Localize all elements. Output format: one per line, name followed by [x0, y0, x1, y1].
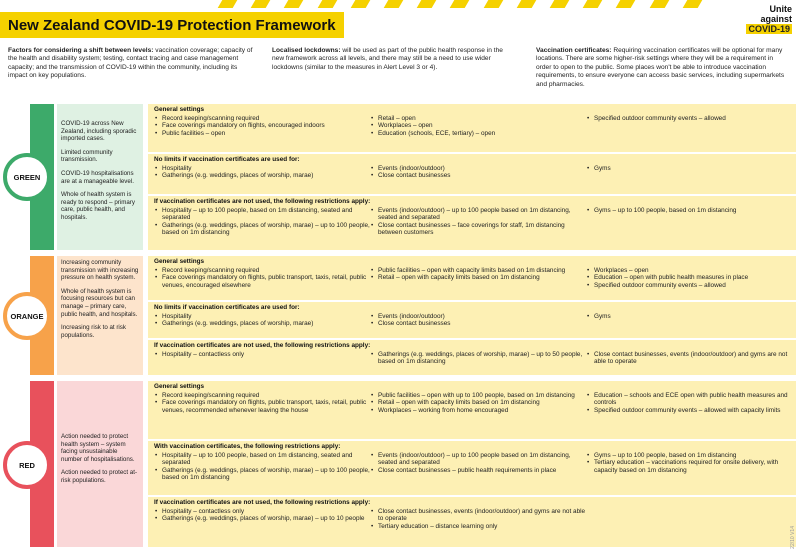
rule-item: • Specified outdoor community events – allowed: [586, 282, 790, 290]
rule-item: • Public facilities – open with up to 100 people, based on 1m distancing: [370, 392, 586, 400]
panel-column: [586, 267, 790, 290]
panel-column: [586, 313, 790, 328]
level-red: [0, 381, 796, 547]
panel-column: [370, 165, 586, 180]
level-description-text: Whole of health system is ready to respond – primary care, public health, and hospitals.: [61, 191, 135, 221]
rule-item: • Close contact businesses: [370, 320, 586, 328]
rule-item: • Close contact businesses – public health requirements in place: [370, 467, 586, 475]
rule-item: • Gyms – up to 100 people, based on 1m distancing: [586, 207, 790, 215]
panel-vaccine-certs-used: [148, 302, 796, 338]
panel-column: [154, 313, 370, 328]
page-title: New Zealand COVID-19 Protection Framework: [8, 16, 336, 34]
rule-item: • Hospitality: [154, 313, 370, 321]
level-description: [57, 381, 143, 547]
panel-column: [154, 452, 370, 482]
level-badge: GREEN: [3, 153, 51, 201]
panel-vaccine-certs-used: [148, 154, 796, 194]
rule-item: • Close contact businesses – face coverings for staff, 1m distancing between customers: [370, 222, 586, 237]
intro-lockdowns: Localised lockdowns: will be used as part of the public health response in the new framework across all levels, and there may still be a need to use wider lockdowns (similar to the measures in Alert Level 3 or 4).: [272, 47, 503, 71]
panel-vaccine-certs-not-used: [148, 196, 796, 250]
rule-item: • Close contact businesses, events (indoor/outdoor) and gyms are not able to operate: [370, 508, 586, 523]
panel-column: [370, 207, 586, 237]
panel-heading: No limits if vaccination certificates are used for:: [154, 304, 300, 311]
intro-factors: Factors for considering a shift between levels: vaccination coverage; capacity of the health and disability system; testing, contact tracing and case management capacity; and the transmission of COVID-19 within the community, including its impact on key populations.: [8, 47, 253, 80]
level-description: [57, 104, 143, 250]
rule-item: • Hospitality – up to 100 people, based on 1m distancing, seated and separated: [154, 452, 370, 467]
rule-item: • Tertiary education – distance learning only: [370, 523, 586, 531]
panel-column: [154, 115, 370, 138]
rule-item: • Gatherings (e.g. weddings, places of worship, marae) – up to 100 people, based on 1m distancing: [154, 222, 370, 237]
rule-item: • Workplaces – open: [586, 267, 790, 275]
panel-column: [370, 267, 586, 290]
panel-column: [154, 267, 370, 290]
panel-general-settings: [148, 104, 796, 152]
rule-item: • Education – open with public health measures in place: [586, 274, 790, 282]
rule-item: • Events (indoor/outdoor): [370, 165, 586, 173]
panel-column: [154, 351, 370, 366]
level-description-text: Whole of health system is focusing resources but can manage – primary care, public health, and hospitals.: [61, 287, 138, 318]
level-description-text: COVID-19 hospitalisations are at a manageable level.: [61, 169, 134, 185]
intro-certificates: Vaccination certificates: Requiring vaccination certificates will be optional for many locations. There are some higher-risk settings where they will be a requirement in order to open to the public. Some places won't be able to introduce vaccination requirements, to ensure everyone can access basic services, including supermarkets and pharmacies.: [536, 47, 785, 88]
rule-item: • Hospitality – contactless only: [154, 508, 370, 516]
rule-item: • Gatherings (e.g. weddings, places of worship, marae): [154, 172, 370, 180]
rule-item: • Events (indoor/outdoor): [370, 313, 586, 321]
rule-item: • Record keeping/scanning required: [154, 267, 370, 275]
rule-item: • Education – schools and ECE open with public health measures and controls: [586, 392, 790, 407]
rule-item: • Gatherings (e.g. weddings, places of worship, marae) – up to 50 people, based on 1m distancing: [370, 351, 586, 366]
level-description-text: COVID-19 across New Zealand, including sporadic imported cases.: [61, 120, 137, 143]
rule-item: • Gyms: [586, 165, 790, 173]
level-description: [57, 256, 143, 375]
rule-item: • Hospitality: [154, 165, 370, 173]
version-label: 22/10 V14: [790, 526, 796, 549]
panel-heading: If vaccination certificates are not used, the following restrictions apply:: [154, 342, 371, 349]
panel-column: [586, 452, 790, 482]
panel-heading: If vaccination certificates are not used, the following restrictions apply:: [154, 198, 371, 205]
panel-vaccine-certs-restrictions: [148, 441, 796, 495]
panel-heading: If vaccination certificates are not used, the following restrictions apply:: [154, 499, 371, 506]
rule-item: • Specified outdoor community events – allowed: [586, 115, 790, 123]
panel-column: [586, 392, 790, 415]
rule-item: • Gatherings (e.g. weddings, places of worship, marae): [154, 320, 370, 328]
rule-item: • Workplaces – working from home encouraged: [370, 407, 586, 415]
level-green: [0, 104, 796, 250]
level-badge: ORANGE: [3, 292, 51, 340]
panel-column: [154, 392, 370, 415]
panel-column: [370, 351, 586, 366]
panel-column: [586, 115, 790, 138]
rule-item: • Education (schools, ECE, tertiary) – open: [370, 130, 586, 138]
rule-item: • Events (indoor/outdoor) – up to 100 people based on 1m distancing, seated and separated: [370, 207, 586, 222]
panel-column: [586, 165, 790, 180]
panel-column: [370, 313, 586, 328]
panel-column: [586, 351, 790, 366]
rule-item: • Retail – open with capacity limits based on 1m distancing: [370, 399, 586, 407]
panel-column: [586, 508, 790, 531]
rule-item: • Gyms – up to 100 people, based on 1m distancing: [586, 452, 790, 460]
rule-item: • Close contact businesses: [370, 172, 586, 180]
rule-item: • Face coverings mandatory on flights, public transport, taxis, retail, public venues, encouraged elsewhere: [154, 274, 370, 289]
panel-heading: With vaccination certificates, the following restrictions apply:: [154, 443, 341, 450]
rule-item: • Workplaces – open: [370, 122, 586, 130]
panel-heading: General settings: [154, 383, 205, 390]
level-description-text: Increasing risk to at risk populations.: [61, 324, 126, 339]
rule-item: • Public facilities – open with capacity limits based on 1m distancing: [370, 267, 586, 275]
rule-item: • Hospitality – contactless only: [154, 351, 370, 359]
rule-item: • Tertiary education – vaccinations required for onsite delivery, with capacity based on 1m distancing: [586, 459, 790, 474]
rule-item: • Record keeping/scanning required: [154, 392, 370, 400]
panel-general-settings: [148, 381, 796, 439]
panel-column: [154, 508, 370, 531]
rule-item: • Gatherings (e.g. weddings, places of worship, marae) – up to 100 people, based on 1m distancing: [154, 467, 370, 482]
level-description-text: Limited community transmission.: [61, 148, 113, 164]
rule-item: • Retail – open: [370, 115, 586, 123]
rule-item: • Retail – open with capacity limits based on 1m distancing: [370, 274, 586, 282]
rule-item: • Public facilities – open: [154, 130, 370, 138]
level-description-text: Action needed to protect at-risk populations.: [61, 469, 138, 484]
unite-against-covid-logo: Unite against COVID-19: [748, 4, 792, 34]
rule-item: • Gyms: [586, 313, 790, 321]
panel-column: [154, 165, 370, 180]
rule-item: • Record keeping/scanning required: [154, 115, 370, 123]
panel-heading: No limits if vaccination certificates are used for:: [154, 156, 300, 163]
panel-column: [586, 207, 790, 237]
level-orange: [0, 256, 796, 375]
level-description-text: Action needed to protect health system – system facing unsustainable number of hospitalisations.: [61, 433, 135, 463]
panel-column: [370, 392, 586, 415]
panel-column: [370, 452, 586, 482]
level-badge: RED: [3, 441, 51, 489]
panel-general-settings: [148, 256, 796, 300]
panel-vaccine-certs-not-used: [148, 340, 796, 375]
panel-column: [154, 207, 370, 237]
rule-item: • Face coverings mandatory on flights, encouraged indoors: [154, 122, 370, 130]
panel-heading: General settings: [154, 106, 205, 113]
rule-item: • Specified outdoor community events – allowed with capacity limits: [586, 407, 790, 415]
panel-column: [370, 508, 586, 531]
panel-heading: General settings: [154, 258, 205, 265]
level-description-text: Increasing community transmission with increasing pressure on health system.: [61, 259, 139, 282]
rule-item: • Gatherings (e.g. weddings, places of worship, marae) – up to 10 people: [154, 515, 370, 523]
panel-vaccine-certs-not-used: [148, 497, 796, 547]
panel-column: [370, 115, 586, 138]
rule-item: • Events (indoor/outdoor) – up to 100 people based on 1m distancing, seated and separated: [370, 452, 586, 467]
title-banner: [0, 12, 344, 38]
rule-item: • Face coverings mandatory on flights, public transport, taxis, retail, public venues, recommended whenever leaving the house: [154, 399, 370, 414]
rule-item: • Close contact businesses, events (indoor/outdoor) and gyms are not able to operate: [586, 351, 790, 366]
rule-item: • Hospitality – up to 100 people, based on 1m distancing, seated and separated: [154, 207, 370, 222]
